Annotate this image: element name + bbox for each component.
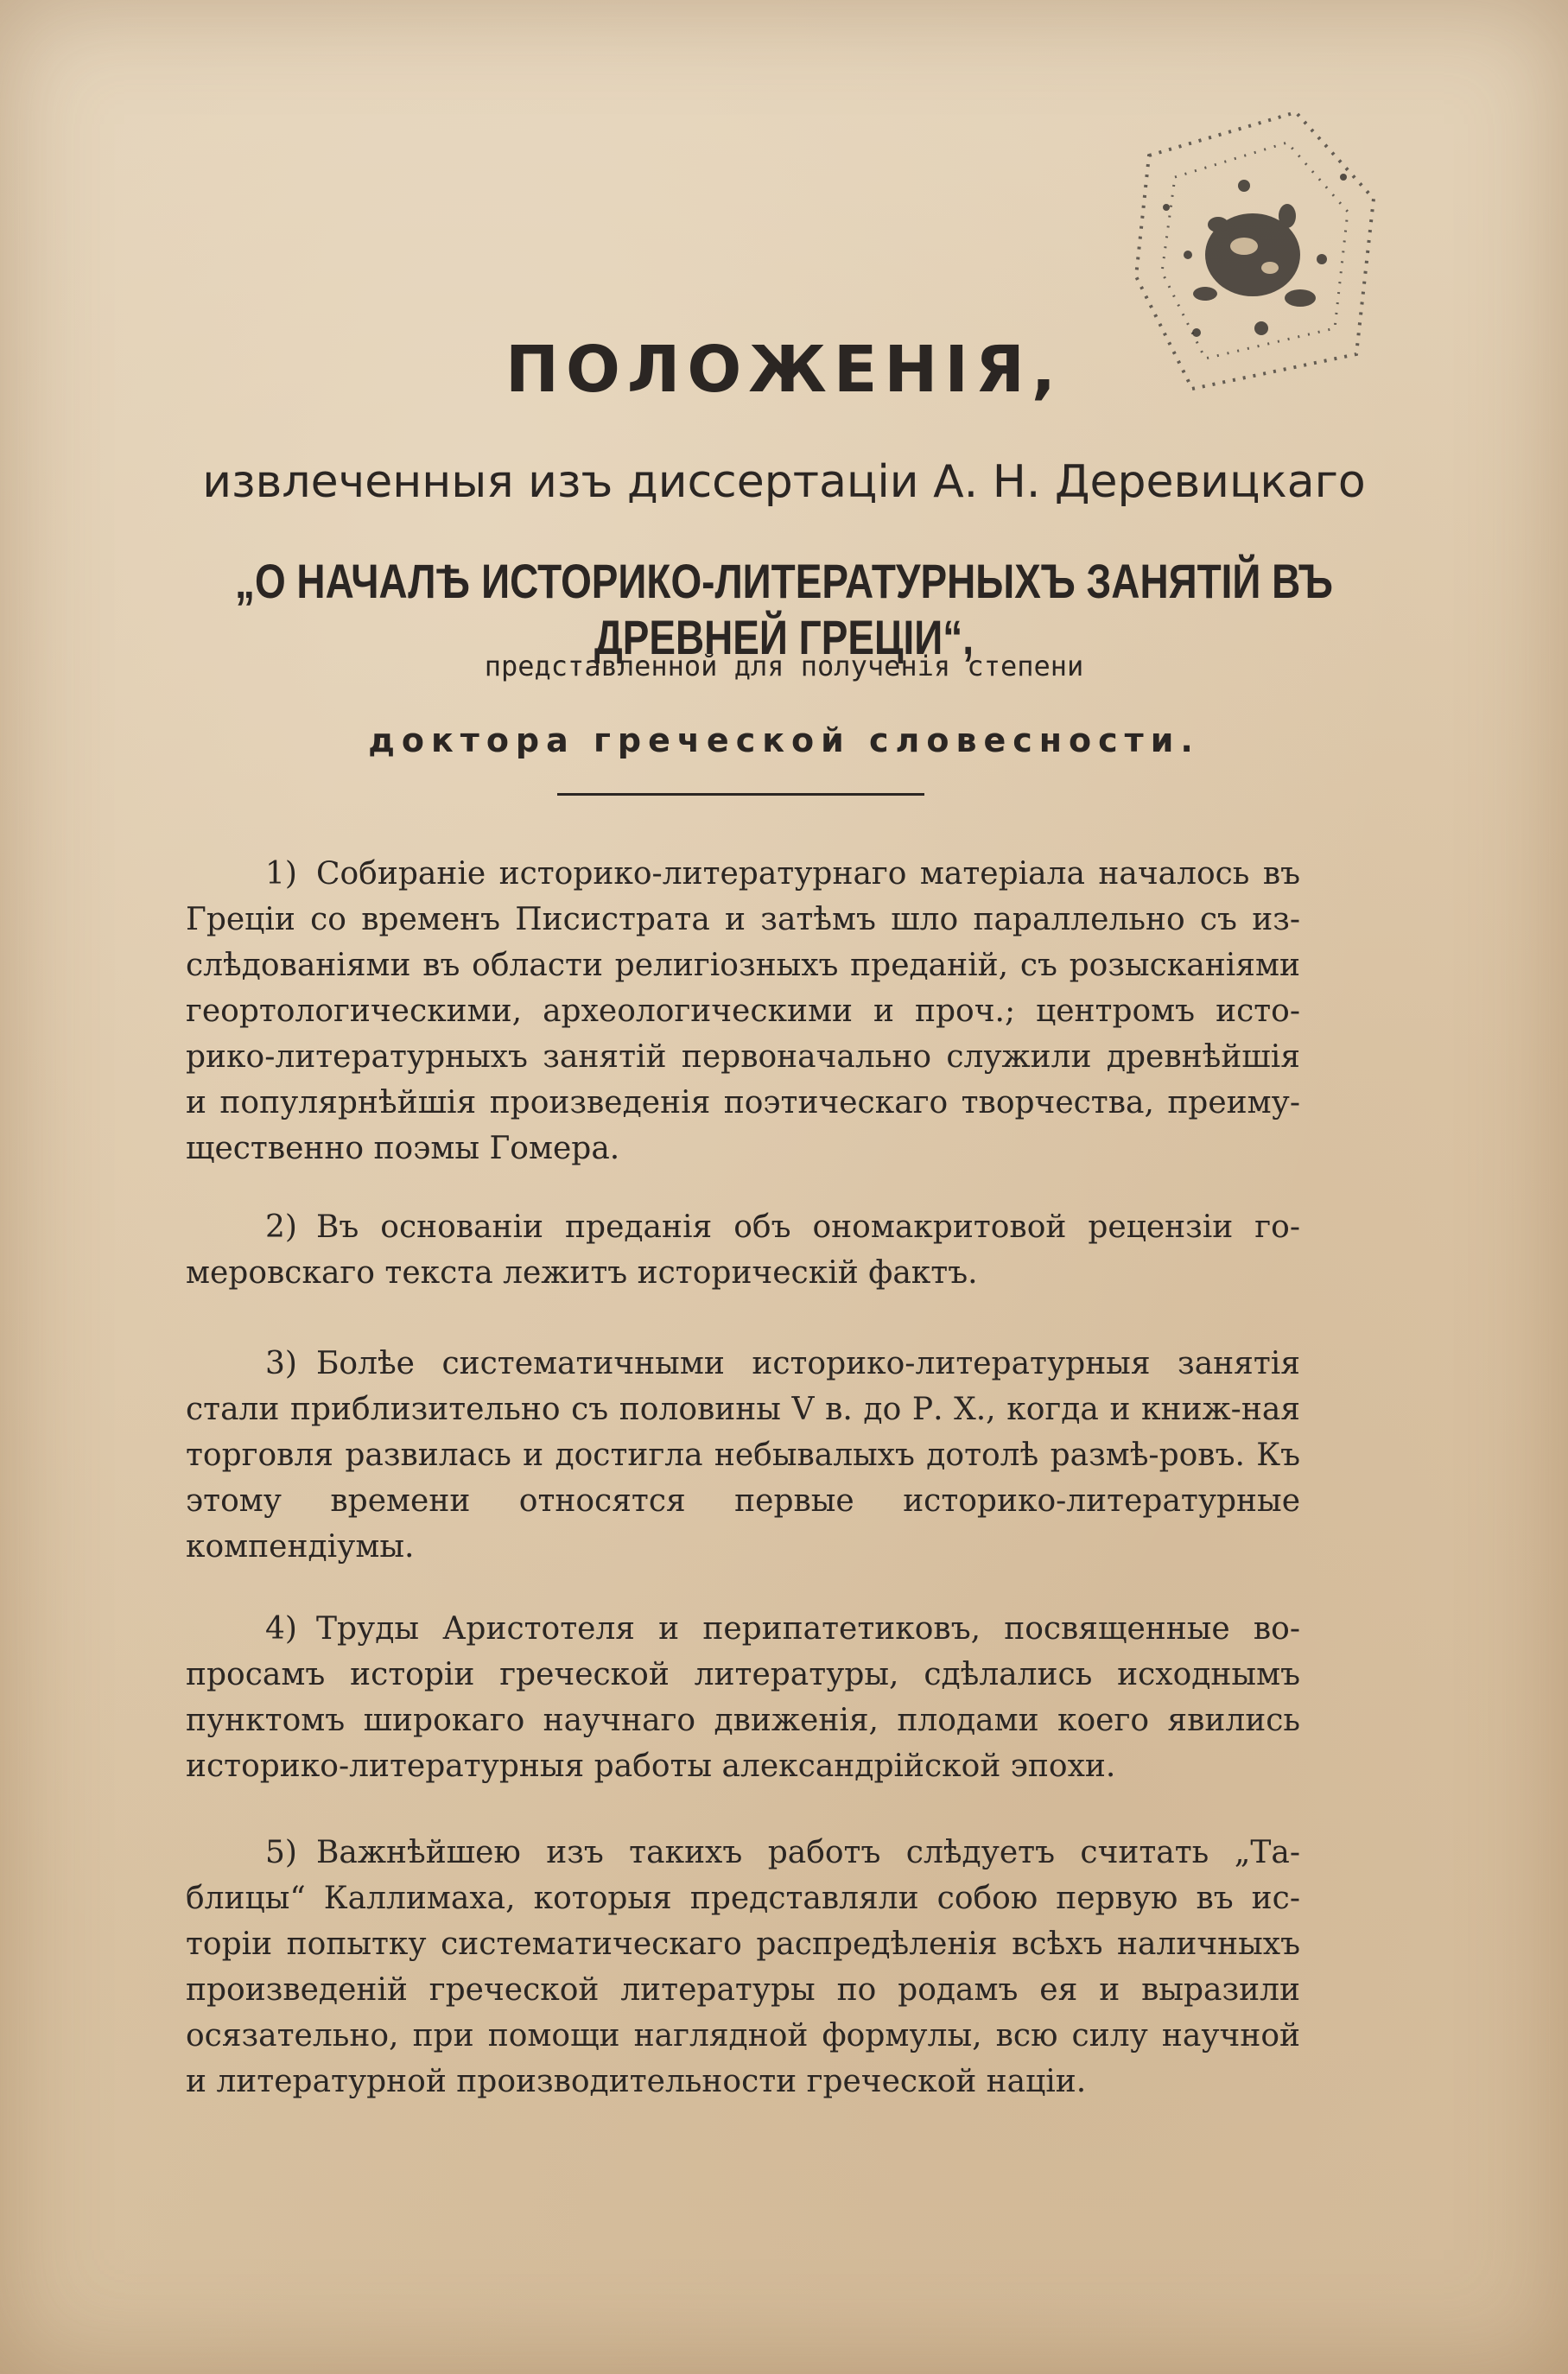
title-divider xyxy=(557,793,924,796)
paragraph-text: Важнѣйшею изъ такихъ работъ слѣдуетъ считать „Та-блицы“ Каллимаха, которыя представляли собою первую въ ис-торіи попытку систематическаго распредѣленія всѣхъ наличныхъ произведеній греческой литературы по родамъ ея и выразили осязательно, при помощи наглядной формулы, всю силу научной и литературной производительности греческой націи. xyxy=(186,1835,1300,2099)
paragraph-number: 1) xyxy=(265,856,297,892)
degree-line: доктора греческой словесности. xyxy=(368,721,1200,759)
paragraph-number: 2) xyxy=(265,1209,297,1245)
document-title: ПОЛОЖЕНІЯ, xyxy=(505,333,1063,407)
paragraph-text: Болѣе систематичными историко-литературныя занятія стали приблизительно съ половины V в. до Р. Х., когда и книж-ная торговля развилась и достигла небывалыхъ дотолѣ размѣ-ровъ. Къ этому времени относятся первые историко-литературные компендіумы. xyxy=(186,1346,1300,1565)
thesis-paragraph-2 xyxy=(186,1204,1300,1296)
paragraph-text: Собираніе историко-литературнаго матеріала началось въ Греціи со временъ Писистрата и затѣмъ шло параллельно съ из-слѣдованіями въ области религіозныхъ преданій, съ розысканіями геортологическими, археологическими и проч.; центромъ исто-рико-литературныхъ занятій первоначально служили древнѣйшія и популярнѣйшія произведенія поэтическаго творчества, преиму-щественно поэмы Гомера. xyxy=(186,856,1300,1166)
paragraph-number: 3) xyxy=(265,1346,297,1381)
presented-for-line: представленной для полученія степени xyxy=(484,650,1084,682)
paragraph-text: Труды Аристотеля и перипатетиковъ, посвященные во-просамъ исторіи греческой литературы, сдѣлались исходнымъ пунктомъ широкаго научнаго движенія, плодами коего явились историко-литературныя работы александрійской эпохи. xyxy=(186,1611,1300,1784)
thesis-paragraph-1 xyxy=(186,851,1300,1171)
dissertation-title: „О НАЧАЛѢ ИСТОРИКО-ЛИТЕРАТУРНЫХЪ ЗАНЯТІЙ ВЪ ДРЕВНЕЙ ГРЕЦІИ“, xyxy=(235,554,1333,664)
paragraph-text: Въ основаніи преданія объ ономакритовой рецензіи го-меровскаго текста лежитъ историческій фактъ. xyxy=(186,1209,1300,1291)
thesis-paragraph-3 xyxy=(186,1341,1300,1570)
paragraph-number: 4) xyxy=(265,1611,297,1647)
document-subtitle: извлеченныя изъ диссертаціи А. Н. Деревицкаго xyxy=(202,456,1366,508)
thesis-paragraph-5 xyxy=(186,1830,1300,2104)
thesis-paragraph-4 xyxy=(186,1606,1300,1789)
paragraph-number: 5) xyxy=(265,1835,297,1870)
